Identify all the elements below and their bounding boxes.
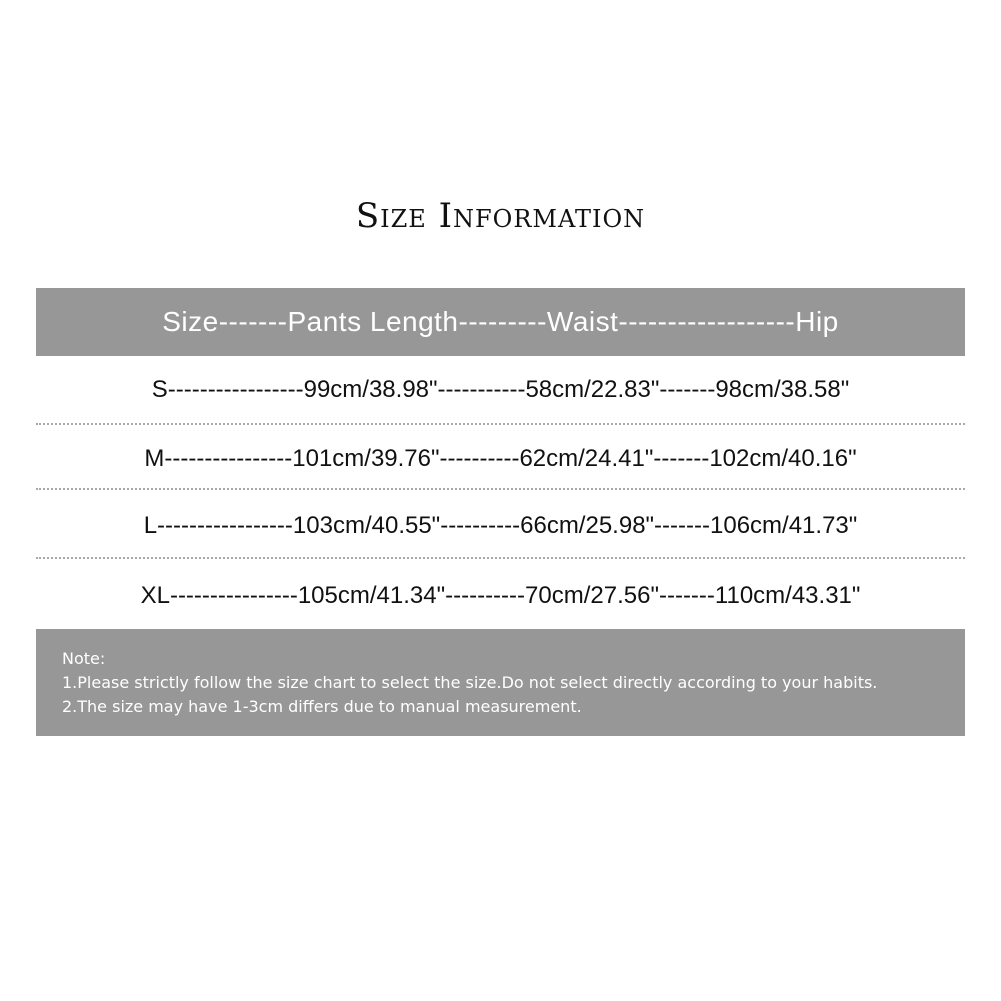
size-row-xl: XL----------------105cm/41.34"----------70cm/27.56"-------110cm/43.31" <box>140 582 861 609</box>
note-box <box>36 629 965 736</box>
size-row-m: M----------------101cm/39.76"----------62cm/24.41"-------102cm/40.16" <box>144 445 857 472</box>
row-divider <box>36 557 965 559</box>
note-line-1: 1.Please strictly follow the size chart to select the size.Do not select directly according to your habits. <box>62 673 878 692</box>
row-divider <box>36 423 965 425</box>
note-line-2: 2.The size may have 1-3cm differs due to manual measurement. <box>62 697 582 716</box>
note-heading: Note: <box>62 649 106 668</box>
page-title: Size Information <box>355 196 646 236</box>
size-row-s: S-----------------99cm/38.98"-----------58cm/22.83"-------98cm/38.58" <box>151 376 850 403</box>
row-divider <box>36 488 965 490</box>
size-row-l: L-----------------103cm/40.55"----------66cm/25.98"-------106cm/41.73" <box>143 512 858 539</box>
table-header: Size-------Pants Length---------Waist------------------Hip <box>36 288 965 356</box>
